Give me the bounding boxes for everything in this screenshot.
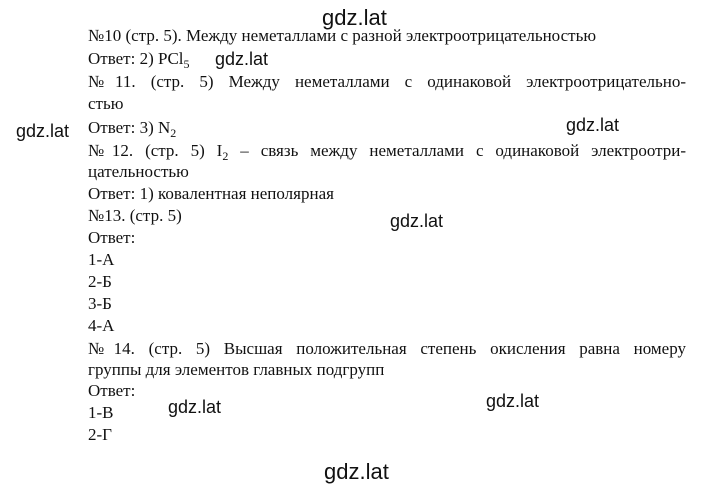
- question-12-rest: – связь между неметаллами с одинаковой электроотри-: [228, 141, 686, 160]
- answer-10: [88, 49, 190, 69]
- question-13: №13. (стр. 5): [88, 206, 182, 225]
- answer-14-label: Ответ:: [88, 381, 136, 400]
- watermark: gdz.lat: [390, 211, 444, 231]
- watermark: gdz.lat: [566, 115, 620, 135]
- watermark-bottom: gdz.lat: [324, 459, 389, 484]
- answer-13-item-1: 1-А: [88, 250, 115, 269]
- answer-14-item-1: 1-В: [88, 403, 114, 422]
- watermark: gdz.lat: [16, 121, 70, 141]
- answer-13-item-4: 4-А: [88, 316, 115, 335]
- watermark: gdz.lat: [168, 397, 222, 417]
- watermark-top: gdz.lat: [322, 5, 387, 30]
- question-11-line2: стью: [88, 94, 124, 113]
- question-14-line2: группы для элементов главных подгрупп: [88, 360, 385, 379]
- answer-11-text: Ответ: 3) N: [88, 118, 171, 137]
- answer-12: Ответ: 1) ковалентная неполярная: [88, 184, 334, 203]
- answer-13-item-2: 2-Б: [88, 272, 112, 291]
- question-12-subscript: 2: [222, 149, 229, 163]
- answer-10-subscript: 5: [183, 57, 190, 71]
- question-12-number: №12. (стр. 5) I: [88, 141, 223, 160]
- answer-13-item-3: 3-Б: [88, 294, 112, 313]
- watermark: gdz.lat: [215, 49, 269, 69]
- answer-10-text: Ответ: 2) PCl: [88, 49, 184, 68]
- question-11-line1: №11. (стр. 5) Между неметаллами с одинаковой электроотрицательно-: [88, 72, 686, 91]
- question-10: №10 (стр. 5). Между неметаллами с разной электроотрицательностью: [88, 26, 597, 45]
- answer-13-label: Ответ:: [88, 228, 136, 247]
- question-12-line2: цательностью: [88, 162, 189, 181]
- answer-14-item-2: 2-Г: [88, 425, 112, 444]
- answer-11: [88, 118, 176, 138]
- question-12-line1: [88, 141, 686, 161]
- watermark: gdz.lat: [486, 391, 540, 411]
- question-14-line1: №14. (стр. 5) Высшая положительная степень окисления равна номеру: [88, 339, 686, 358]
- answer-11-subscript: 2: [170, 126, 177, 140]
